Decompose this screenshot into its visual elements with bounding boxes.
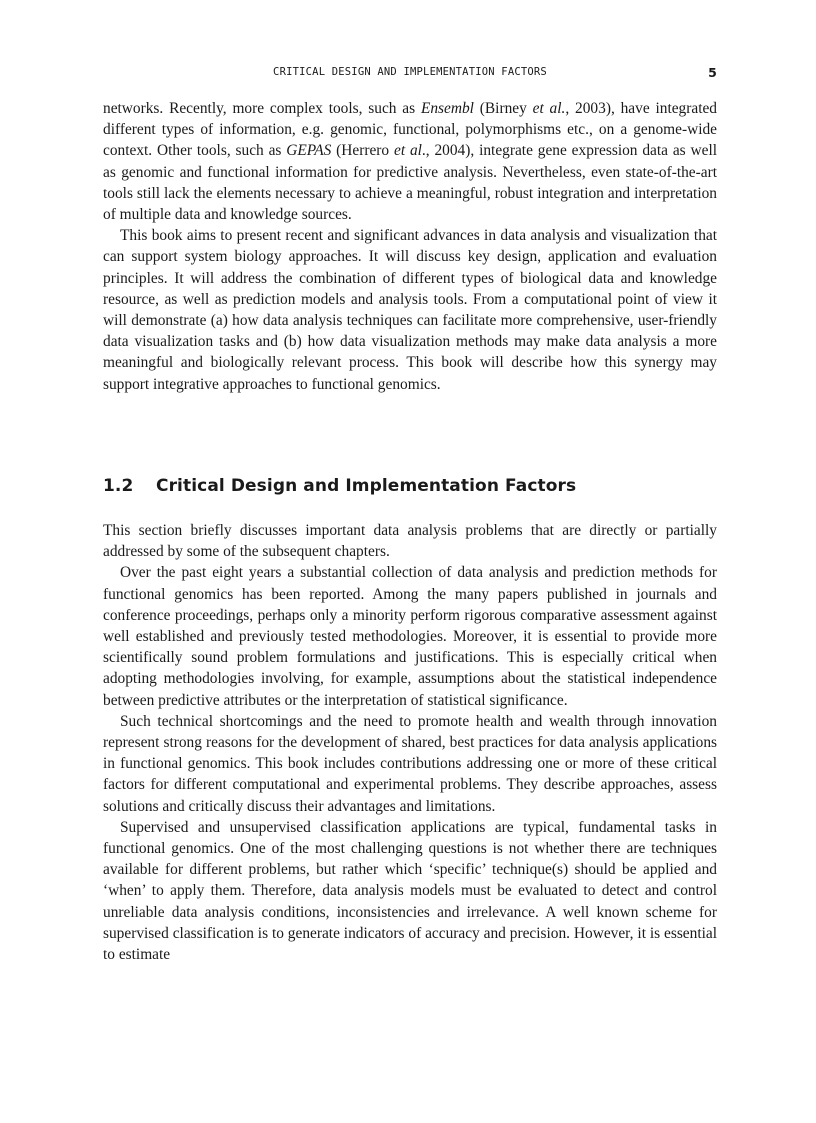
section-number: 1.2	[103, 476, 134, 496]
citation-et-al: et al.	[532, 100, 566, 117]
text-run: (Birney	[473, 100, 533, 117]
section-paragraph-2: Over the past eight years a substantial collection of data analysis and prediction methods for functional genomics has been reported. Among the many papers published in journals and conference proceedings, perhaps only a minority perform rigorous comparative assessment against well established and previously tested methodologies. Moreover, it is essential to provide more scientifically sound problem formulations and justifications. This is especially critical when adopting methodologies involving, for example, assumptions about the statistical independence between predictive attributes or the interpretation of statistical significance.	[103, 564, 717, 709]
section-heading	[103, 476, 717, 496]
intro-text	[103, 98, 717, 395]
tool-name-ensembl: Ensembl	[420, 100, 474, 117]
section-body	[103, 520, 717, 965]
page-number: 5	[708, 65, 717, 80]
section-title: Critical Design and Implementation Factors	[156, 476, 577, 496]
text-run: , 2003), have integrated different types of information, e.g. genomic, functional, polymorphisms etc., on a genome-wide context. Other tools, such as	[103, 100, 718, 160]
running-header	[103, 66, 717, 82]
running-title: CRITICAL DESIGN AND IMPLEMENTATION FACTORS	[273, 66, 547, 78]
section-paragraph-1: This section briefly discusses important data analysis problems that are directly or partially addressed by some of the subsequent chapters.	[103, 522, 717, 561]
text-run: (Herrero	[331, 142, 394, 160]
tool-name-gepas: GEPAS	[286, 142, 332, 160]
text-run: networks. Recently, more complex tools, such as	[103, 100, 421, 117]
text-run: ., 2004), integrate gene expression data as well as genomic and functional information for predictive analysis. Nevertheless, even state-of-the-art tools still lack the elements necessary to achieve a meaningful, robust integration and interpretation of multiple data and knowledge sources.	[103, 142, 717, 224]
intro-paragraph-2: This book aims to present recent and significant advances in data analysis and visualization that can support system biology approaches. It will discuss key design, application and evaluation principles. It will address the combination of different types of biological data and knowledge resource, as well as prediction models and analysis tools. From a computational point of view it will demonstrate (a) how data analysis techniques can facilitate more comprehensive, user-friendly data visualization tasks and (b) how data visualization methods may make data analysis a more meaningful and biologically relevant process. This book will describe how this synergy may support integrative approaches to functional genomics.	[103, 227, 717, 393]
intro-paragraph-1	[103, 98, 717, 225]
section-paragraph-3: Such technical shortcomings and the need to promote health and wealth through innovation represent strong reasons for the development of shared, best practices for data analysis applications in functional genomics. This book includes contributions addressing one or more of these critical factors for different computational and experimental problems. They describe approaches, assess solutions and critically discuss their advantages and limitations.	[103, 712, 717, 815]
section-paragraph-4: Supervised and unsupervised classification applications are typical, fundamental tasks in functional genomics. One of the most challenging questions is not whether there are techniques available for different problems, but rather which ‘specific’ technique(s) should be applied and ‘when’ to apply them. Therefore, data analysis models must be evaluated to detect and control unreliable data analysis conditions, inconsistencies and irrelevance. A well known scheme for supervised classification is to generate indicators of accuracy and precision. However, it is essential to estimate	[103, 818, 717, 964]
citation-et-al: et al	[393, 142, 422, 160]
